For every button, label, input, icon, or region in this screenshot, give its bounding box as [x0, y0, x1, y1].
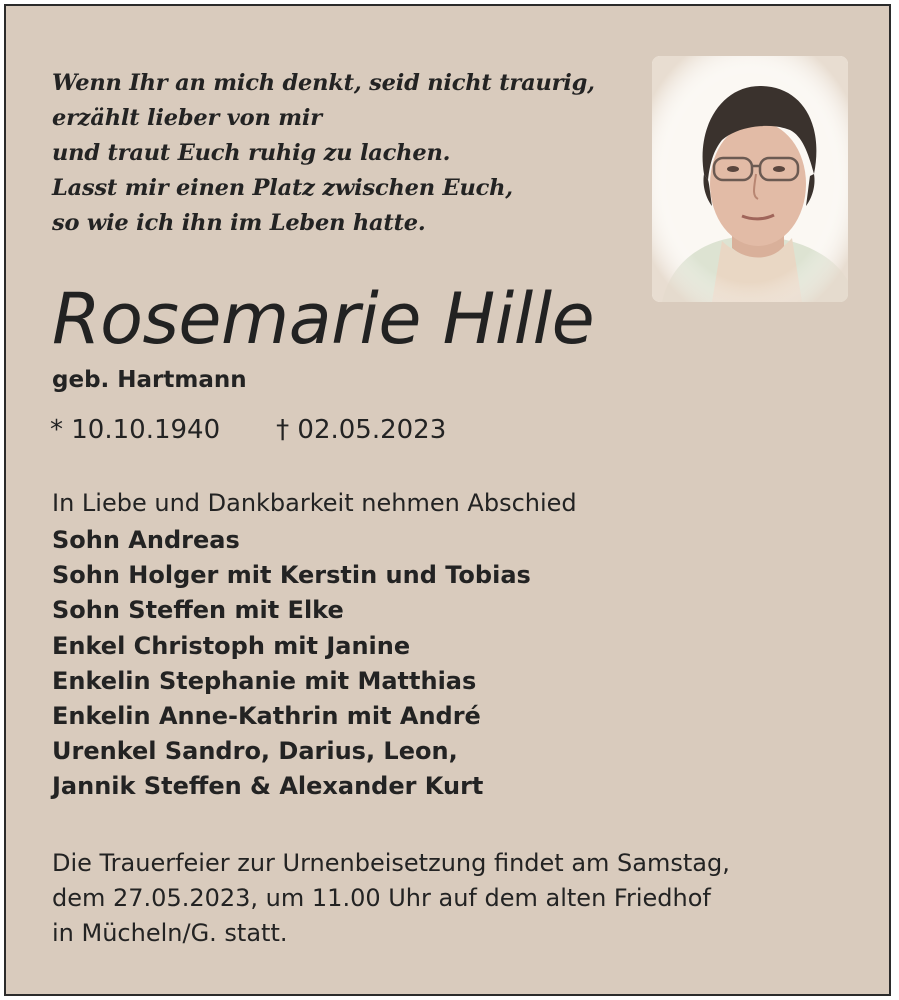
ceremony-notice [52, 846, 852, 951]
maiden-name: geb. Hartmann [52, 367, 247, 393]
mourner-item: Jannik Steffen & Alexander Kurt [52, 772, 484, 801]
mourner-item: Enkel Christoph mit Janine [52, 631, 411, 660]
mourner-item: Urenkel Sandro, Darius, Leon, [52, 737, 458, 766]
poem-line: so wie ich ihn im Leben hatte. [52, 210, 426, 236]
ceremony-line: in Mücheln/G. statt. [52, 919, 288, 947]
ceremony-line: Die Trauerfeier zur Urnenbeisetzung findet am Samstag, [52, 849, 730, 877]
birth-date: * 10.10.1940 [50, 415, 221, 445]
mourner-item: Sohn Steffen mit Elke [52, 596, 344, 625]
obituary-card [4, 4, 891, 996]
mourner-item: Sohn Holger mit Kerstin und Tobias [52, 561, 531, 590]
life-dates [50, 412, 446, 448]
death-date: † 02.05.2023 [276, 415, 447, 445]
memorial-poem [52, 66, 642, 241]
portrait-photo [652, 56, 848, 302]
poem-line: Lasst mir einen Platz zwischen Euch, [52, 175, 513, 201]
deceased-name: Rosemarie Hille [52, 278, 595, 360]
poem-line: und traut Euch ruhig zu lachen. [52, 140, 451, 166]
mourners-list [52, 523, 531, 805]
mourner-item: Sohn Andreas [52, 526, 240, 554]
portrait-illustration [652, 56, 848, 302]
farewell-intro: In Liebe und Dankbarkeit nehmen Abschied [52, 489, 577, 517]
poem-line: erzählt lieber von mir [52, 105, 322, 131]
poem-line: Wenn Ihr an mich denkt, seid nicht traurig, [52, 70, 595, 96]
mourner-item: Enkelin Anne-Kathrin mit André [52, 702, 481, 731]
mourner-item: Enkelin Stephanie mit Matthias [52, 666, 477, 695]
ceremony-line: dem 27.05.2023, um 11.00 Uhr auf dem alten Friedhof [52, 884, 711, 912]
